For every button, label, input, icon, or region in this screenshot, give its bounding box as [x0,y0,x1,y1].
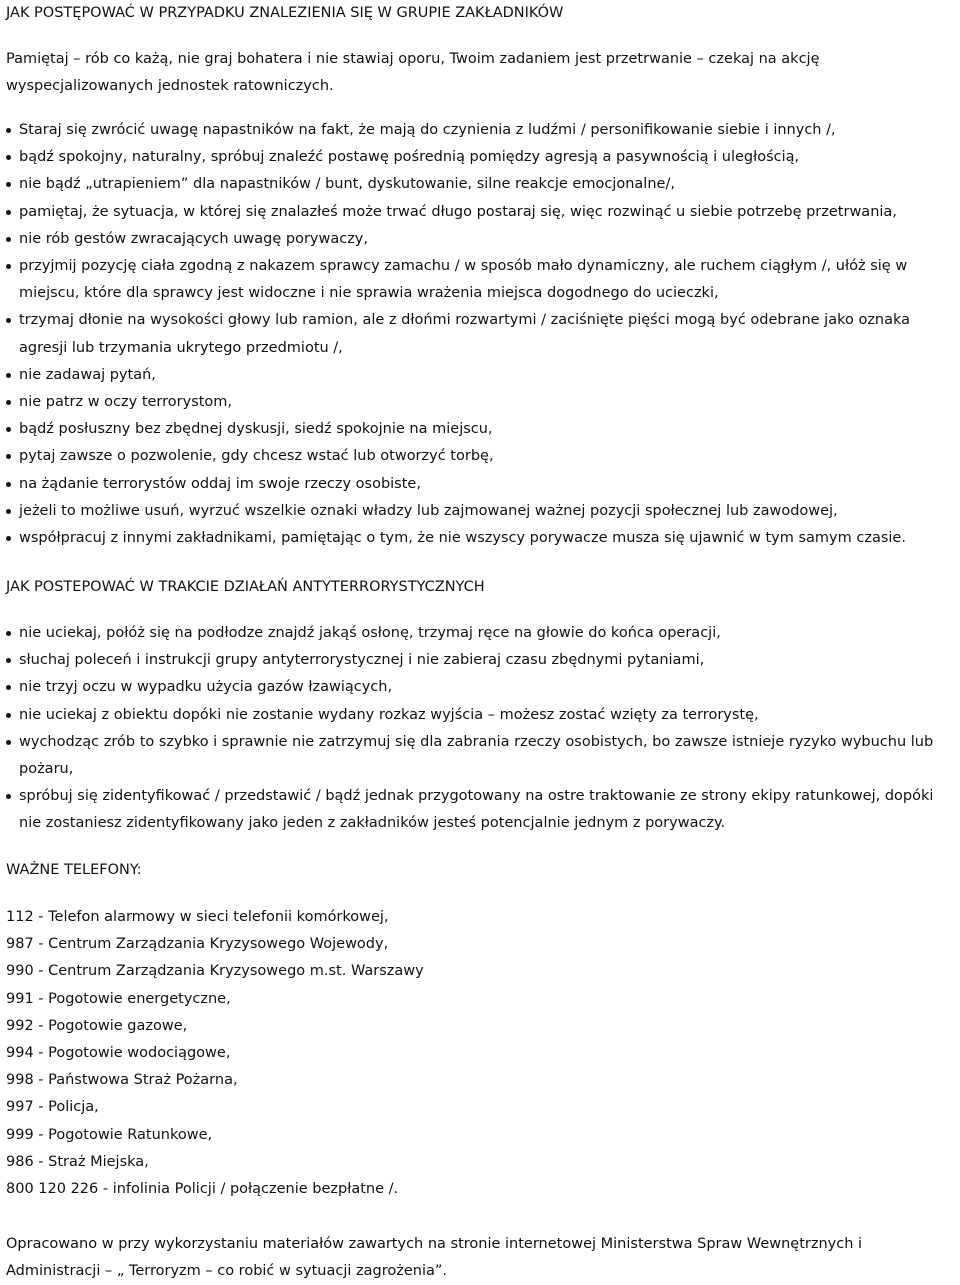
phones-list [6,904,956,1203]
list-item: Staraj się zwrócić uwagę napastników na fakt, że mają do czynienia z ludźmi / personifikowanie siebie i innych /, [6,117,956,144]
phone-entry: 999 - Pogotowie Ratunkowe, [6,1126,213,1143]
source-note: Opracowano w przy wykorzystaniu materiałów zawartych na stronie internetowej Ministerstwa Spraw Wewnętrznych i Administracji – „ Terroryzm – co robić w sytuacji zagrożenia”. [6,1236,863,1280]
phone-entry: 992 - Pogotowie gazowe, [6,1017,188,1034]
phone-entry: 997 - Policja, [6,1099,99,1116]
list-item: nie zadawaj pytań, [6,362,956,389]
list-item: trzymaj dłonie na wysokości głowy lub ramion, ale z dłońmi rozwartymi / zaciśnięte pięści mogą być odebrane jako oznaka agresji lub trzymania ukrytego przedmiotu /, [6,307,956,361]
hostage-list [6,117,956,552]
list-item: pamiętaj, że sytuacja, w której się znalazłeś może trwać długo postaraj się, więc rozwinąć u siebie potrzebę przetrwania, [6,199,956,226]
list-item: współpracuj z innymi zakładnikami, pamiętając o tym, że nie wszyscy porywacze musza się ujawnić w tym samym czasie. [6,525,956,552]
section-hostage-title: JAK POSTĘPOWAĆ W PRZYPADKU ZNALEZIENIA SIĘ W GRUPIE ZAKŁADNIKÓW [6,5,564,21]
phone-entry: 998 - Państwowa Straż Pożarna, [6,1072,238,1089]
list-item: nie uciekaj z obiektu dopóki nie zostanie wydany rozkaz wyjścia – możesz zostać wzięty za terrorystę, [6,702,956,729]
phones-title: WAŻNE TELEFONY: [6,862,142,878]
list-item: na żądanie terrorystów oddaj im swoje rzeczy osobiste, [6,471,956,498]
list-item: wychodząc zrób to szybko i sprawnie nie zatrzymuj się dla zabrania rzeczy osobistych, bo zawsze istnieje ryzyko wybuchu lub pożaru, [6,729,956,783]
phone-entry: 112 - Telefon alarmowy w sieci telefonii komórkowej, [6,909,389,925]
list-item: nie trzyj oczu w wypadku użycia gazów łzawiących, [6,674,956,701]
list-item: nie rób gestów zwracających uwagę porywaczy, [6,226,956,253]
phone-entry: 987 - Centrum Zarządzania Kryzysowego Wojewody, [6,936,389,953]
phone-entry: 994 - Pogotowie wodociągowe, [6,1045,231,1062]
section-hostage-intro: Pamiętaj – rób co każą, nie graj bohatera i nie stawiaj oporu, Twoim zadaniem jest przetrwanie – czekaj na akcję wyspecjalizowanych jednostek ratowniczych. [6,51,820,95]
phone-entry: 986 - Straż Miejska, [6,1153,149,1170]
section-antiterror-title: JAK POSTEPOWAĆ W TRAKCIE DZIAŁAŃ ANTYTERRORYSTYCZNYCH [6,579,485,595]
list-item: przyjmij pozycję ciała zgodną z nakazem sprawcy zamachu / w sposób mało dynamiczny, ale ruchem ciągłym /, ułóż się w miejscu, które dla sprawcy jest widoczne i nie sprawia wrażenia miejsca dogodnego do ucieczki, [6,253,956,307]
list-item: spróbuj się zidentyfikować / przedstawić / bądź jednak przygotowany na ostre traktowanie ze strony ekipy ratunkowej, dopóki nie zostaniesz zidentyfikowany jako jeden z zakładników jesteś potencjalnie jednym z porywaczy. [6,783,956,837]
list-item: jeżeli to możliwe usuń, wyrzuć wszelkie oznaki władzy lub zajmowanej ważnej pozycji społecznej lub zawodowej, [6,498,956,525]
list-item: nie uciekaj, połóż się na podłodze znajdź jakąś osłonę, trzymaj ręce na głowie do końca operacji, [6,620,956,647]
phone-entry: 990 - Centrum Zarządzania Kryzysowego m.st. Warszawy [6,963,424,980]
list-item: nie bądź „utrapieniem” dla napastników / bunt, dyskutowanie, silne reakcje emocjonalne/, [6,171,956,198]
list-item: pytaj zawsze o pozwolenie, gdy chcesz wstać lub otworzyć torbę, [6,443,956,470]
list-item: bądź spokojny, naturalny, spróbuj znaleźć postawę pośrednią pomiędzy agresją a pasywnością i uległością, [6,144,956,171]
list-item: nie patrz w oczy terrorystom, [6,389,956,416]
list-item: bądź posłuszny bez zbędnej dyskusji, siedź spokojnie na miejscu, [6,416,956,443]
list-item: słuchaj poleceń i instrukcji grupy antyterrorystycznej i nie zabieraj czasu zbędnymi pytaniami, [6,647,956,674]
antiterror-list [6,620,956,838]
phone-entry: 991 - Pogotowie energetyczne, [6,990,231,1007]
phone-entry: 800 120 226 - infolinia Policji / połączenie bezpłatne /. [6,1181,399,1198]
